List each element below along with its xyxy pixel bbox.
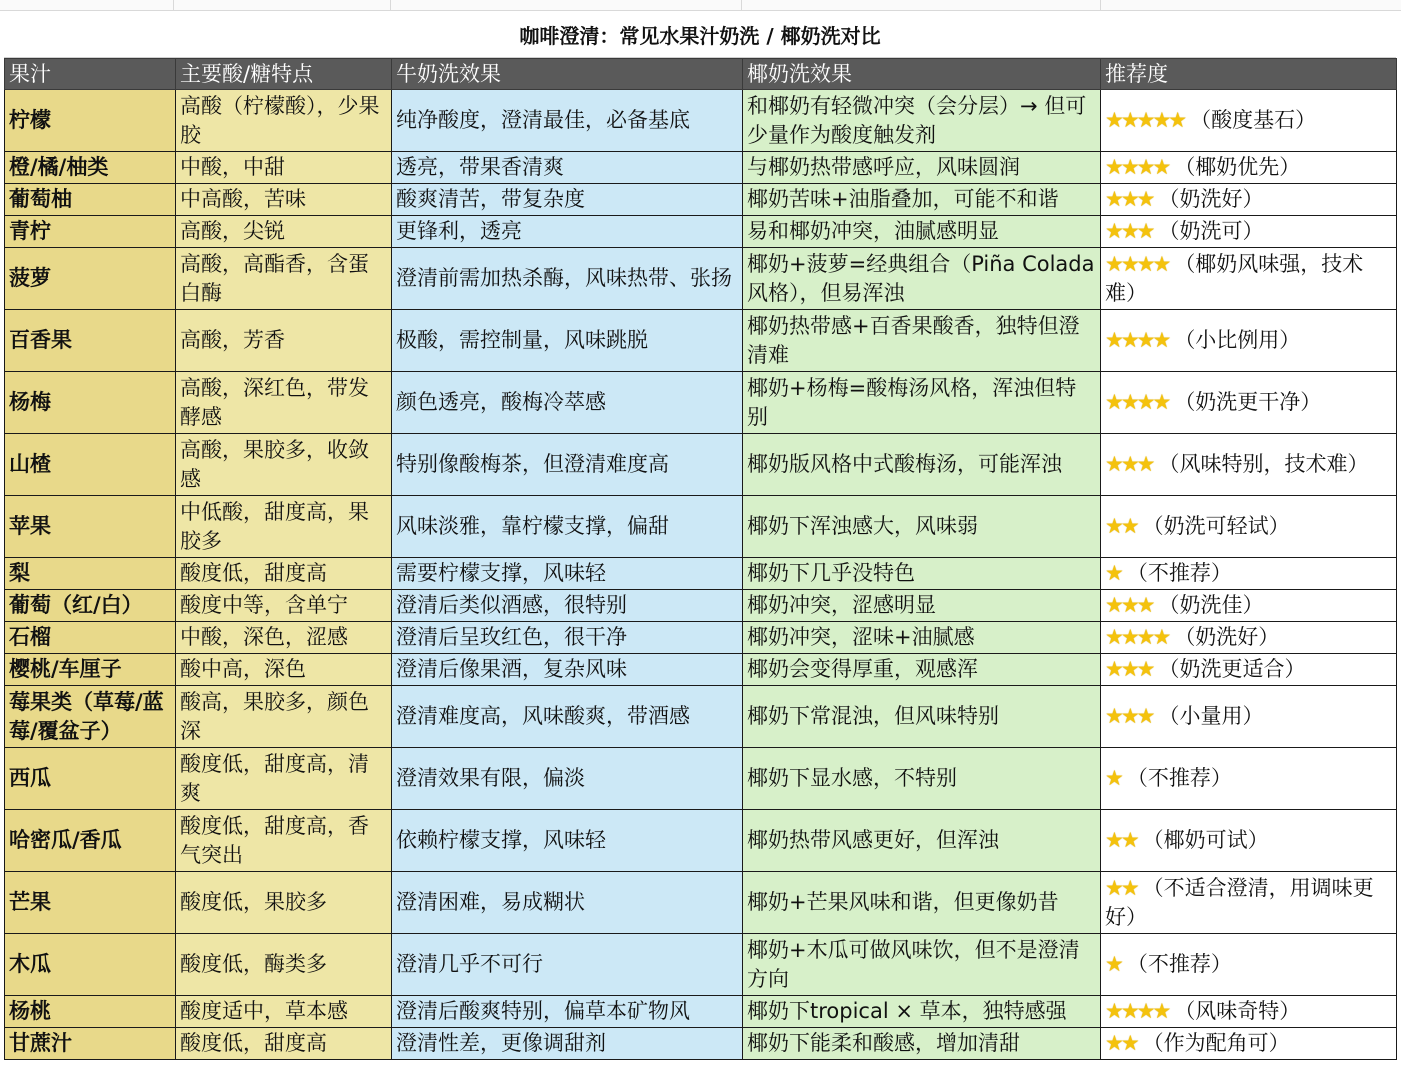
milk-wash-cell[interactable]: 酸爽清苦，带复杂度 bbox=[392, 184, 743, 216]
fruit-cell[interactable]: 青柠 bbox=[5, 216, 176, 248]
acid-sugar-cell[interactable]: 酸度适中，草本感 bbox=[176, 996, 392, 1028]
coconut-wash-cell[interactable]: 椰奶+杨梅=酸梅汤风格，浑浊但特别 bbox=[743, 372, 1101, 434]
table-row bbox=[5, 810, 1397, 872]
fruit-cell[interactable]: 甘蔗汁 bbox=[5, 1028, 176, 1060]
recommendation-cell[interactable] bbox=[1101, 90, 1397, 152]
coconut-wash-cell[interactable]: 椰奶下显水感，不特别 bbox=[743, 748, 1101, 810]
star-rating-icon: ★★★ bbox=[1105, 187, 1153, 211]
table-row bbox=[5, 184, 1397, 216]
recommendation-cell[interactable] bbox=[1101, 248, 1397, 310]
acid-sugar-cell[interactable]: 中酸，深色，涩感 bbox=[176, 622, 392, 654]
acid-sugar-cell[interactable]: 酸度低，甜度高 bbox=[176, 558, 392, 590]
comparison-table bbox=[4, 58, 1397, 1060]
coconut-wash-cell[interactable]: 椰奶下常混浊，但风味特别 bbox=[743, 686, 1101, 748]
table-row bbox=[5, 90, 1397, 152]
header-recommendation[interactable]: 推荐度 bbox=[1101, 59, 1397, 90]
acid-sugar-cell[interactable]: 酸度低，果胶多 bbox=[176, 872, 392, 934]
table-row bbox=[5, 686, 1397, 748]
acid-sugar-cell[interactable]: 中低酸，甜度高，果胶多 bbox=[176, 496, 392, 558]
acid-sugar-cell[interactable]: 酸高，果胶多，颜色深 bbox=[176, 686, 392, 748]
coconut-wash-cell[interactable]: 椰奶版风格中式酸梅汤，可能浑浊 bbox=[743, 434, 1101, 496]
recommendation-note: （奶洗好） bbox=[1174, 625, 1280, 649]
recommendation-cell[interactable] bbox=[1101, 558, 1397, 590]
milk-wash-cell[interactable]: 澄清后类似酒感，很特别 bbox=[392, 590, 743, 622]
coconut-wash-cell[interactable]: 和椰奶有轻微冲突（会分层）→ 但可少量作为酸度触发剂 bbox=[743, 90, 1101, 152]
recommendation-note: （奶洗好） bbox=[1158, 187, 1264, 211]
fruit-cell[interactable]: 哈密瓜/香瓜 bbox=[5, 810, 176, 872]
milk-wash-cell[interactable]: 澄清困难，易成糊状 bbox=[392, 872, 743, 934]
acid-sugar-cell[interactable]: 酸度低，甜度高，清爽 bbox=[176, 748, 392, 810]
recommendation-note: （奶洗更适合） bbox=[1158, 657, 1306, 681]
recommendation-note: （酸度基石） bbox=[1190, 108, 1317, 132]
acid-sugar-cell[interactable]: 中高酸，苦味 bbox=[176, 184, 392, 216]
recommendation-cell[interactable] bbox=[1101, 590, 1397, 622]
recommendation-note: （作为配角可） bbox=[1142, 1031, 1290, 1055]
coconut-wash-cell[interactable]: 椰奶+芒果风味和谐，但更像奶昔 bbox=[743, 872, 1101, 934]
recommendation-note: （奶洗佳） bbox=[1158, 593, 1264, 617]
header-coconut-wash[interactable]: 椰奶洗效果 bbox=[743, 59, 1101, 90]
coconut-wash-cell[interactable]: 椰奶下浑浊感大，风味弱 bbox=[743, 496, 1101, 558]
table-row bbox=[5, 622, 1397, 654]
recommendation-note: （椰奶可试） bbox=[1142, 828, 1269, 852]
star-rating-icon: ★★★★ bbox=[1105, 625, 1169, 649]
table-row bbox=[5, 372, 1397, 434]
fruit-cell[interactable]: 西瓜 bbox=[5, 748, 176, 810]
star-rating-icon: ★★★ bbox=[1105, 704, 1153, 728]
recommendation-cell[interactable] bbox=[1101, 686, 1397, 748]
star-rating-icon: ★★★★ bbox=[1105, 390, 1169, 414]
recommendation-note: （不推荐） bbox=[1126, 561, 1232, 585]
milk-wash-cell[interactable]: 颜色透亮，酸梅冷萃感 bbox=[392, 372, 743, 434]
recommendation-cell[interactable] bbox=[1101, 654, 1397, 686]
acid-sugar-cell[interactable]: 酸度低，酶类多 bbox=[176, 934, 392, 996]
acid-sugar-cell[interactable]: 高酸，果胶多，收敛感 bbox=[176, 434, 392, 496]
star-rating-icon: ★ bbox=[1105, 952, 1121, 976]
acid-sugar-cell[interactable]: 酸度低，甜度高 bbox=[176, 1028, 392, 1060]
coconut-wash-cell[interactable]: 易和椰奶冲突，油腻感明显 bbox=[743, 216, 1101, 248]
acid-sugar-cell[interactable]: 高酸，芳香 bbox=[176, 310, 392, 372]
recommendation-cell[interactable] bbox=[1101, 872, 1397, 934]
star-rating-icon: ★ bbox=[1105, 561, 1121, 585]
recommendation-note: （奶洗更干净） bbox=[1174, 390, 1322, 414]
milk-wash-cell[interactable]: 特别像酸梅茶，但澄清难度高 bbox=[392, 434, 743, 496]
coconut-wash-cell[interactable]: 椰奶苦味+油脂叠加，可能不和谐 bbox=[743, 184, 1101, 216]
header-milk-wash[interactable]: 牛奶洗效果 bbox=[392, 59, 743, 90]
recommendation-cell[interactable] bbox=[1101, 434, 1397, 496]
coconut-wash-cell[interactable]: 椰奶冲突，涩味+油腻感 bbox=[743, 622, 1101, 654]
recommendation-cell[interactable] bbox=[1101, 372, 1397, 434]
recommendation-note: （椰奶优先） bbox=[1174, 155, 1301, 179]
recommendation-note: （小量用） bbox=[1158, 704, 1264, 728]
recommendation-note: （风味奇特） bbox=[1174, 999, 1301, 1023]
recommendation-cell[interactable] bbox=[1101, 152, 1397, 184]
table-row bbox=[5, 434, 1397, 496]
star-rating-icon: ★★★ bbox=[1105, 657, 1153, 681]
recommendation-cell[interactable] bbox=[1101, 996, 1397, 1028]
fruit-cell[interactable]: 梨 bbox=[5, 558, 176, 590]
fruit-cell[interactable]: 木瓜 bbox=[5, 934, 176, 996]
milk-wash-cell[interactable]: 澄清后酸爽特别，偏草本矿物风 bbox=[392, 996, 743, 1028]
star-rating-icon: ★★ bbox=[1105, 875, 1137, 900]
acid-sugar-cell[interactable]: 高酸，高酯香，含蛋白酶 bbox=[176, 248, 392, 310]
acid-sugar-cell[interactable]: 高酸，深红色，带发酵感 bbox=[176, 372, 392, 434]
coconut-wash-cell[interactable]: 椰奶+菠萝=经典组合（Piña Colada 风格），但易浑浊 bbox=[743, 248, 1101, 310]
header-acid-sugar[interactable]: 主要酸/糖特点 bbox=[176, 59, 392, 90]
recommendation-note: （小比例用） bbox=[1174, 328, 1301, 352]
recommendation-cell[interactable] bbox=[1101, 496, 1397, 558]
recommendation-cell[interactable] bbox=[1101, 1028, 1397, 1060]
recommendation-cell[interactable] bbox=[1101, 810, 1397, 872]
table-body bbox=[5, 90, 1397, 1060]
coconut-wash-cell[interactable]: 椰奶会变得厚重，观感浑 bbox=[743, 654, 1101, 686]
star-rating-icon: ★★★★ bbox=[1105, 251, 1169, 276]
table-row bbox=[5, 216, 1397, 248]
star-rating-icon: ★★★ bbox=[1105, 219, 1153, 243]
milk-wash-cell[interactable]: 更锋利，透亮 bbox=[392, 216, 743, 248]
table-row bbox=[5, 996, 1397, 1028]
table-row bbox=[5, 654, 1397, 686]
star-rating-icon: ★★ bbox=[1105, 828, 1137, 852]
fruit-cell[interactable]: 杨梅 bbox=[5, 372, 176, 434]
recommendation-note: （不推荐） bbox=[1126, 952, 1232, 976]
milk-wash-cell[interactable]: 澄清几乎不可行 bbox=[392, 934, 743, 996]
coconut-wash-cell[interactable]: 椰奶冲突，涩感明显 bbox=[743, 590, 1101, 622]
fruit-cell[interactable]: 菠萝 bbox=[5, 248, 176, 310]
table-row bbox=[5, 590, 1397, 622]
star-rating-icon: ★★★★ bbox=[1105, 999, 1169, 1023]
star-rating-icon: ★ bbox=[1105, 766, 1121, 790]
milk-wash-cell[interactable]: 极酸，需控制量，风味跳脱 bbox=[392, 310, 743, 372]
table-row bbox=[5, 152, 1397, 184]
table-row bbox=[5, 934, 1397, 996]
milk-wash-cell[interactable]: 依赖柠檬支撑，风味轻 bbox=[392, 810, 743, 872]
milk-wash-cell[interactable]: 透亮，带果香清爽 bbox=[392, 152, 743, 184]
milk-wash-cell[interactable]: 澄清前需加热杀酶，风味热带、张扬 bbox=[392, 248, 743, 310]
recommendation-cell[interactable] bbox=[1101, 622, 1397, 654]
header-row bbox=[5, 59, 1397, 90]
fruit-cell[interactable]: 葡萄柚 bbox=[5, 184, 176, 216]
star-rating-icon: ★★ bbox=[1105, 514, 1137, 538]
fruit-cell[interactable]: 百香果 bbox=[5, 310, 176, 372]
acid-sugar-cell[interactable]: 中酸，中甜 bbox=[176, 152, 392, 184]
fruit-cell[interactable]: 柠檬 bbox=[5, 90, 176, 152]
recommendation-note: （不适合澄清，用调味更好） bbox=[1105, 875, 1374, 929]
table-title: 咖啡澄清：常见水果汁奶洗 / 椰奶洗对比 bbox=[4, 11, 1396, 58]
milk-wash-cell[interactable]: 需要柠檬支撑，风味轻 bbox=[392, 558, 743, 590]
recommendation-cell[interactable] bbox=[1101, 216, 1397, 248]
star-rating-icon: ★★★★ bbox=[1105, 328, 1169, 352]
recommendation-note: （风味特别，技术难） bbox=[1158, 452, 1369, 476]
table-row bbox=[5, 1028, 1397, 1060]
table-row bbox=[5, 496, 1397, 558]
fruit-cell[interactable]: 杨桃 bbox=[5, 996, 176, 1028]
milk-wash-cell[interactable]: 澄清后像果酒，复杂风味 bbox=[392, 654, 743, 686]
acid-sugar-cell[interactable]: 高酸（柠檬酸），少果胶 bbox=[176, 90, 392, 152]
star-rating-icon: ★★★ bbox=[1105, 452, 1153, 476]
fruit-cell[interactable]: 苹果 bbox=[5, 496, 176, 558]
milk-wash-cell[interactable]: 澄清性差，更像调甜剂 bbox=[392, 1028, 743, 1060]
table-row bbox=[5, 310, 1397, 372]
coconut-wash-cell[interactable]: 椰奶热带感+百香果酸香，独特但澄清难 bbox=[743, 310, 1101, 372]
fruit-cell[interactable]: 石榴 bbox=[5, 622, 176, 654]
table-row bbox=[5, 872, 1397, 934]
milk-wash-cell[interactable]: 澄清难度高，风味酸爽，带酒感 bbox=[392, 686, 743, 748]
sheet-grid-strip bbox=[0, 0, 1401, 11]
recommendation-cell[interactable] bbox=[1101, 934, 1397, 996]
fruit-cell[interactable]: 芒果 bbox=[5, 872, 176, 934]
recommendation-cell[interactable] bbox=[1101, 184, 1397, 216]
coconut-wash-cell[interactable]: 椰奶+木瓜可做风味饮，但不是澄清方向 bbox=[743, 934, 1101, 996]
milk-wash-cell[interactable]: 风味淡雅，靠柠檬支撑，偏甜 bbox=[392, 496, 743, 558]
recommendation-note: （奶洗可轻试） bbox=[1142, 514, 1290, 538]
table-row bbox=[5, 248, 1397, 310]
recommendation-cell[interactable] bbox=[1101, 748, 1397, 810]
fruit-cell[interactable]: 莓果类（草莓/蓝莓/覆盆子） bbox=[5, 686, 176, 748]
coconut-wash-cell[interactable]: 椰奶下几乎没特色 bbox=[743, 558, 1101, 590]
milk-wash-cell[interactable]: 纯净酸度，澄清最佳，必备基底 bbox=[392, 90, 743, 152]
coconut-wash-cell[interactable]: 椰奶热带风感更好，但浑浊 bbox=[743, 810, 1101, 872]
table-row bbox=[5, 748, 1397, 810]
fruit-cell[interactable]: 葡萄（红/白） bbox=[5, 590, 176, 622]
star-rating-icon: ★★★ bbox=[1105, 593, 1153, 617]
fruit-cell[interactable]: 山楂 bbox=[5, 434, 176, 496]
table-row bbox=[5, 558, 1397, 590]
recommendation-note: （奶洗可） bbox=[1158, 219, 1264, 243]
header-fruit[interactable]: 果汁 bbox=[5, 59, 176, 90]
acid-sugar-cell[interactable]: 酸度中等，含单宁 bbox=[176, 590, 392, 622]
acid-sugar-cell[interactable]: 高酸，尖锐 bbox=[176, 216, 392, 248]
fruit-cell[interactable]: 橙/橘/柚类 bbox=[5, 152, 176, 184]
star-rating-icon: ★★ bbox=[1105, 1031, 1137, 1055]
milk-wash-cell[interactable]: 澄清后呈玫红色，很干净 bbox=[392, 622, 743, 654]
coconut-wash-cell[interactable]: 椰奶下tropical × 草本，独特感强 bbox=[743, 996, 1101, 1028]
fruit-cell[interactable]: 樱桃/车厘子 bbox=[5, 654, 176, 686]
coconut-wash-cell[interactable]: 椰奶下能柔和酸感，增加清甜 bbox=[743, 1028, 1101, 1060]
recommendation-note: （不推荐） bbox=[1126, 766, 1232, 790]
star-rating-icon: ★★★★ bbox=[1105, 155, 1169, 179]
milk-wash-cell[interactable]: 澄清效果有限，偏淡 bbox=[392, 748, 743, 810]
acid-sugar-cell[interactable]: 酸中高，深色 bbox=[176, 654, 392, 686]
recommendation-cell[interactable] bbox=[1101, 310, 1397, 372]
star-rating-icon: ★★★★★ bbox=[1105, 108, 1185, 132]
coconut-wash-cell[interactable]: 与椰奶热带感呼应，风味圆润 bbox=[743, 152, 1101, 184]
acid-sugar-cell[interactable]: 酸度低，甜度高，香气突出 bbox=[176, 810, 392, 872]
recommendation-note: （椰奶风味强，技术难） bbox=[1105, 251, 1364, 305]
